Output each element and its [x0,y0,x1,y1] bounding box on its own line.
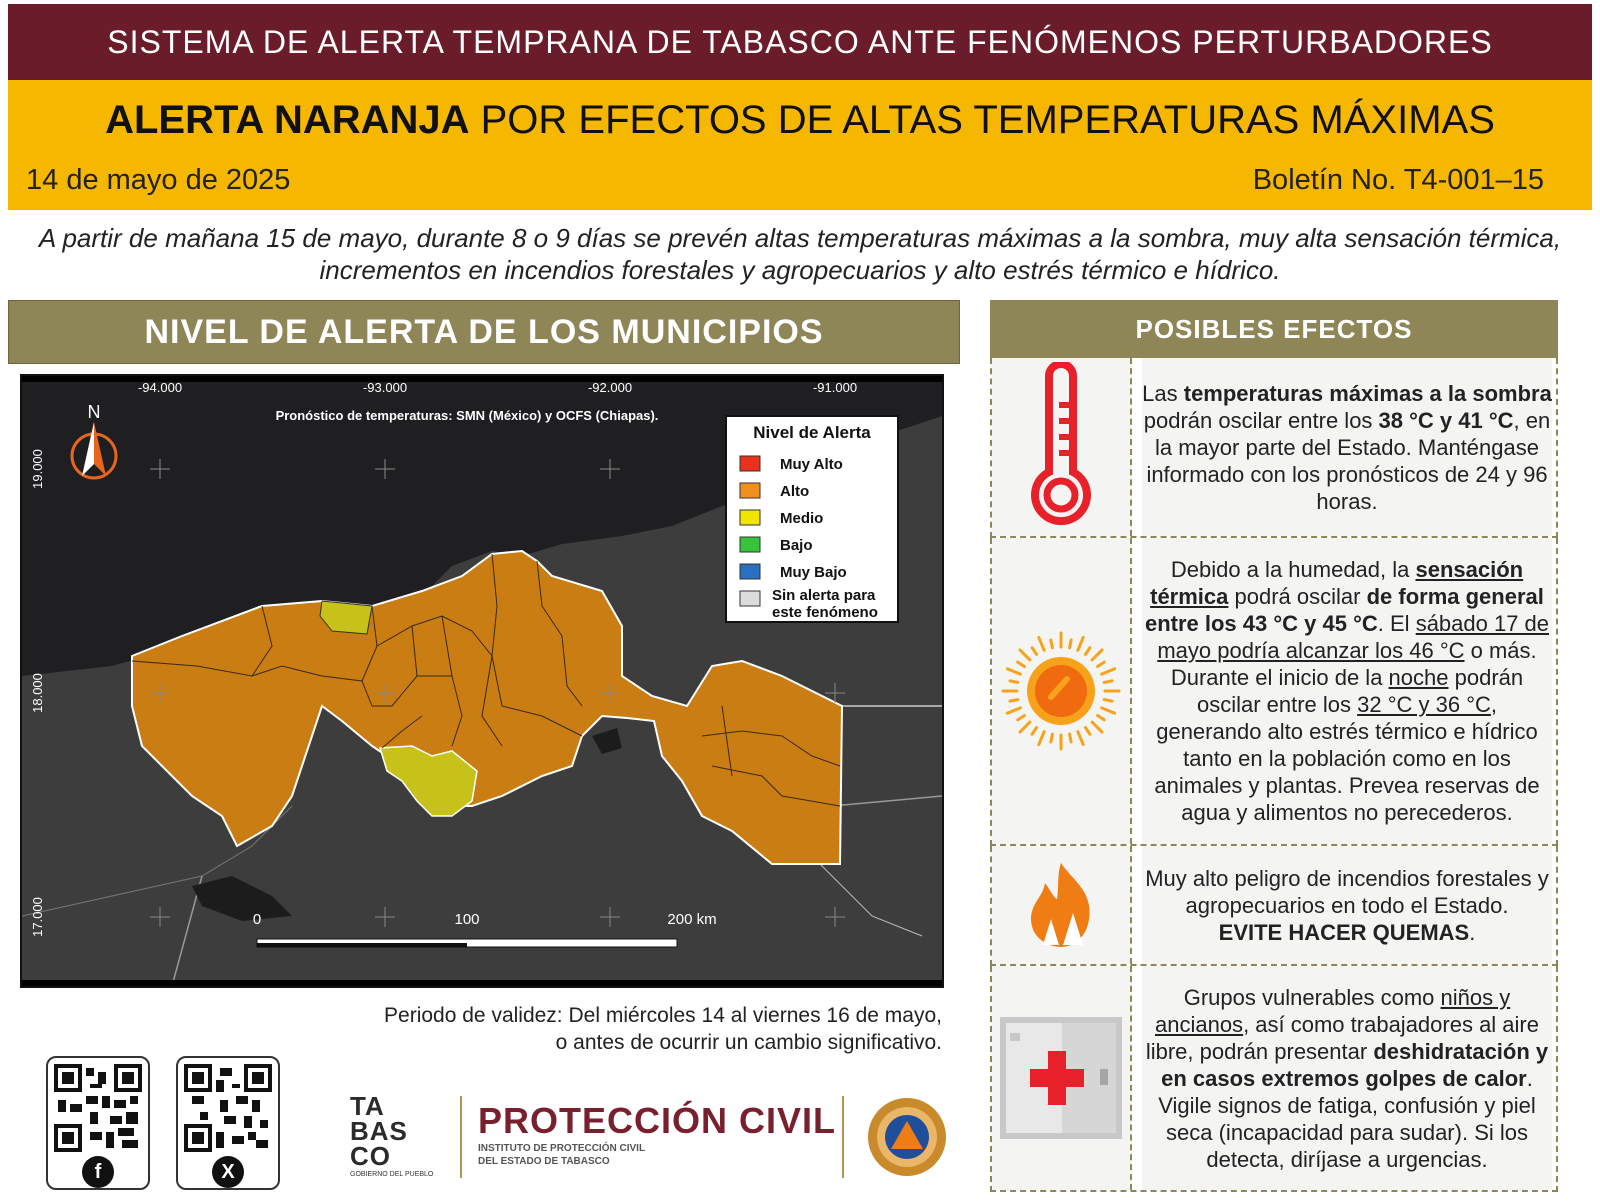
sun-ray [1102,708,1115,713]
sun-ray [1010,681,1018,683]
facebook-qr-code[interactable] [46,1056,150,1190]
intro-text: A partir de mañana 15 de mayo, durante 8 o 9 días se prevén altas temperaturas máximas a la sombra, muy alta sensación térmica, incrementos en incendios forestales y agropecuarios y alto estrés térmico e hídrico. [38,223,1562,285]
effect-text-temperature: Las temperaturas máximas a la sombra podrán oscilar entre los 38 °C y 41 °C, en la mayor parte del Estado. Manténgase informado con los pronósticos de 24 y 96 horas. [1142,358,1552,536]
lat-tick: 19.000 [30,449,45,489]
legend-swatch [740,510,760,525]
alert-banner [8,80,1592,210]
svg-text:100: 100 [454,911,480,928]
map-svg [22,376,942,986]
sun-ray [1039,732,1044,745]
svg-text:N: N [87,402,101,422]
legend-swatch [740,537,760,552]
alert-title: ALERTA NARANJA POR EFECTOS DE ALTAS TEMPERATURAS MÁXIMAS [105,98,1495,142]
x-qr-code[interactable] [176,1056,280,1190]
legend-label: Muy Bajo [780,564,847,581]
alert-level: ALERTA NARANJA [105,98,470,142]
sun-ray [1051,734,1053,742]
bulletin-number: Boletín No. T4-001–15 [1252,164,1544,196]
effect-row-temperature [990,358,1558,538]
bulletin-date: 14 de mayo de 2025 [26,164,291,196]
sun-ray [1032,648,1036,655]
logo-divider [460,1096,462,1178]
forest-fire-icon [1013,857,1109,953]
thermometer-icon [1021,362,1101,532]
sun-ray [1020,650,1030,660]
sun-ray [1102,669,1115,674]
logo-divider [842,1096,844,1178]
qr-code-icon [184,1064,272,1152]
sun-ray [1007,708,1020,713]
svg-text:200 km: 200 km [667,911,717,928]
effects-title: POSIBLES EFECTOS [990,300,1558,358]
effect-text-vulnerable-groups: Grupos vulnerables como niños y ancianos, así como trabajadores al aire libre, podrán presentar deshidratación y en casos extremos golpes de calor. Vigile signos de fatiga, confusión y piel seca (incapacidad para sudar). Si los detecta, diríjase a urgencias. [1142,966,1552,1190]
x-icon: X [212,1156,244,1188]
first-aid-kit-icon [996,1013,1126,1143]
facebook-icon: f [82,1156,114,1188]
sun-ray [1051,640,1053,648]
effect-row-vulnerable-groups [990,966,1558,1192]
legend-swatch [740,564,760,579]
lon-tick: -92.000 [587,380,633,395]
alert-map [20,374,944,988]
legend-title: Nivel de Alerta [753,423,871,442]
effects-panel [990,300,1558,1192]
sun-ray [1104,700,1112,702]
lon-tick: -93.000 [362,380,408,395]
effect-row-fires [990,846,1558,966]
map-section-title: NIVEL DE ALERTA DE LOS MUNICIPIOS [8,300,960,364]
sun-ray [1092,650,1102,660]
sun-ray [1078,637,1083,650]
sun-ray [1018,662,1025,666]
map-caption: Pronóstico de temperaturas: SMN (México) y OCFS (Chiapas). [275,408,659,423]
system-title: SISTEMA DE ALERTA TEMPRANA DE TABASCO ANTE FENÓMENOS PERTURBADORES [107,23,1493,60]
sun-ray [1032,728,1036,735]
sun-ray [1098,715,1105,719]
lon-tick: -94.000 [137,380,183,395]
sun-ray [1070,734,1072,742]
qr-code-icon [54,1064,142,1152]
effect-text-heat-index: Debido a la humedad, la sensación térmica podrá oscilar de forma general entre los 43 °C y 45 °C. El sábado 17 de mayo podría alcanzar los 46 °C o más. Durante el inicio de la noche podrán oscilar entre los 32 °C y 36 °C, generando alto estrés térmico e hídrico tanto en la población como en los animales y plantas. Prevea reservas de agua y alimentos no perecederos. [1142,538,1552,844]
sun-ray [1098,662,1105,666]
sun-ray [1104,681,1112,683]
legend-swatch [740,456,760,471]
sun-ray [1007,669,1020,674]
legend-label: Bajo [780,537,813,554]
sun-ray [1092,722,1102,732]
sun-ray [1039,637,1044,650]
sun-ray [1018,715,1025,719]
legend-swatch [740,591,760,606]
sun-ray [1085,728,1089,735]
tabasco-government-logo: TA BAS CO GOBIERNO DEL PUEBLO [350,1091,434,1178]
svg-text:0: 0 [252,911,262,928]
civil-protection-seal-icon [866,1096,948,1183]
lat-tick: 17.000 [30,897,45,937]
sun-ray [1020,722,1030,732]
sun-ray [1070,640,1072,648]
legend-label: Alto [780,483,810,500]
lat-tick: 18.000 [30,673,45,713]
sun-ray [1078,732,1083,745]
sun-icon [997,627,1125,755]
proteccion-civil-logo: PROTECCIÓN CIVIL INSTITUTO DE PROTECCIÓN CIVIL DEL ESTADO DE TABASCO [478,1100,837,1167]
legend-label: Sin alerta para este fenómeno [772,587,878,621]
sun-ray [1010,700,1018,702]
effect-row-heat-index [990,538,1558,846]
legend-swatch [740,483,760,498]
legend-label: Medio [780,510,824,527]
lon-tick: -91.000 [812,380,858,395]
legend-label: Muy Alto [780,456,843,473]
sun-ray [1085,648,1089,655]
map-legend [726,416,898,622]
axis-frame [22,980,942,986]
system-title-bar [8,4,1592,80]
validity-period: Periodo de validez: Del miércoles 14 al viernes 16 de mayo, o antes de ocurrir un cambio significativo. [384,1004,942,1054]
effect-text-fires: Muy alto peligro de incendios forestales y agropecuarios en todo el Estado. EVITE HACER QUEMAS. [1142,846,1552,964]
